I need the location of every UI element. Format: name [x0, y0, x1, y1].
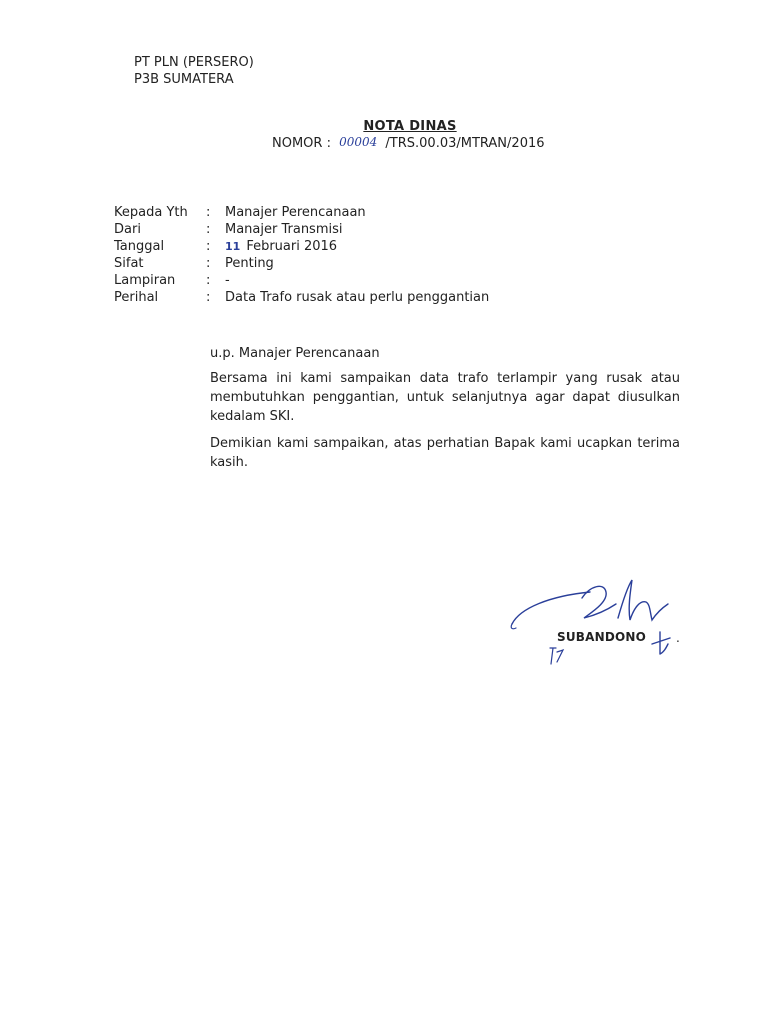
memo-number-suffix: /TRS.00.03/MTRAN/2016 — [385, 136, 545, 151]
field-row-sifat — [114, 255, 489, 272]
field-colon: : — [206, 290, 211, 305]
field-colon: : — [206, 273, 211, 288]
signature-trailing-dot: . — [676, 631, 680, 645]
field-label: Sifat — [114, 256, 144, 271]
body-paragraph-2: Demikian kami sampaikan, atas perhatian Bapak kami ucapkan terima kasih. — [210, 436, 680, 470]
field-label: Kepada Yth — [114, 205, 188, 220]
field-colon: : — [206, 205, 211, 220]
date-day-handwritten: 11 — [225, 240, 241, 253]
org-name: PT PLN (PERSERO) — [134, 55, 254, 70]
field-label: Lampiran — [114, 273, 176, 288]
memo-number-handwritten: 00004 — [339, 135, 378, 149]
field-row-perihal — [114, 289, 489, 306]
field-row-dari — [114, 221, 489, 238]
field-value: Manajer Perencanaan — [225, 205, 366, 220]
memo-title: NOTA DINAS — [363, 119, 457, 134]
attention-line: u.p. Manajer Perencanaan — [210, 346, 380, 361]
organization-header — [134, 54, 254, 88]
field-value: Penting — [225, 256, 274, 271]
org-unit: P3B SUMATERA — [134, 72, 234, 87]
field-row-lampiran — [114, 272, 489, 289]
field-label: Dari — [114, 222, 141, 237]
field-colon: : — [206, 222, 211, 237]
handwritten-signature — [500, 578, 700, 678]
signature-block — [500, 578, 700, 678]
field-row-tanggal — [114, 238, 489, 255]
field-row-kepada — [114, 204, 489, 221]
memo-fields — [114, 204, 489, 306]
field-label: Perihal — [114, 290, 159, 305]
field-value: - — [225, 273, 230, 288]
field-value: Manajer Transmisi — [225, 222, 343, 237]
memo-number-label: NOMOR : — [272, 136, 331, 151]
field-label: Tanggal — [114, 239, 165, 254]
memo-body — [210, 344, 680, 472]
memo-number — [272, 136, 545, 151]
field-colon: : — [206, 256, 211, 271]
body-paragraph-1: Bersama ini kami sampaikan data trafo terlampir yang rusak atau membutuhkan penggantian, untuk selanjutnya agar dapat diusulkan kedalam SKI. — [210, 371, 680, 424]
field-value — [225, 238, 337, 255]
field-value: Data Trafo rusak atau perlu penggantian — [225, 290, 490, 305]
signatory-name: SUBANDONO — [557, 630, 647, 644]
field-colon: : — [206, 239, 211, 254]
date-month-year: Februari 2016 — [246, 239, 338, 254]
